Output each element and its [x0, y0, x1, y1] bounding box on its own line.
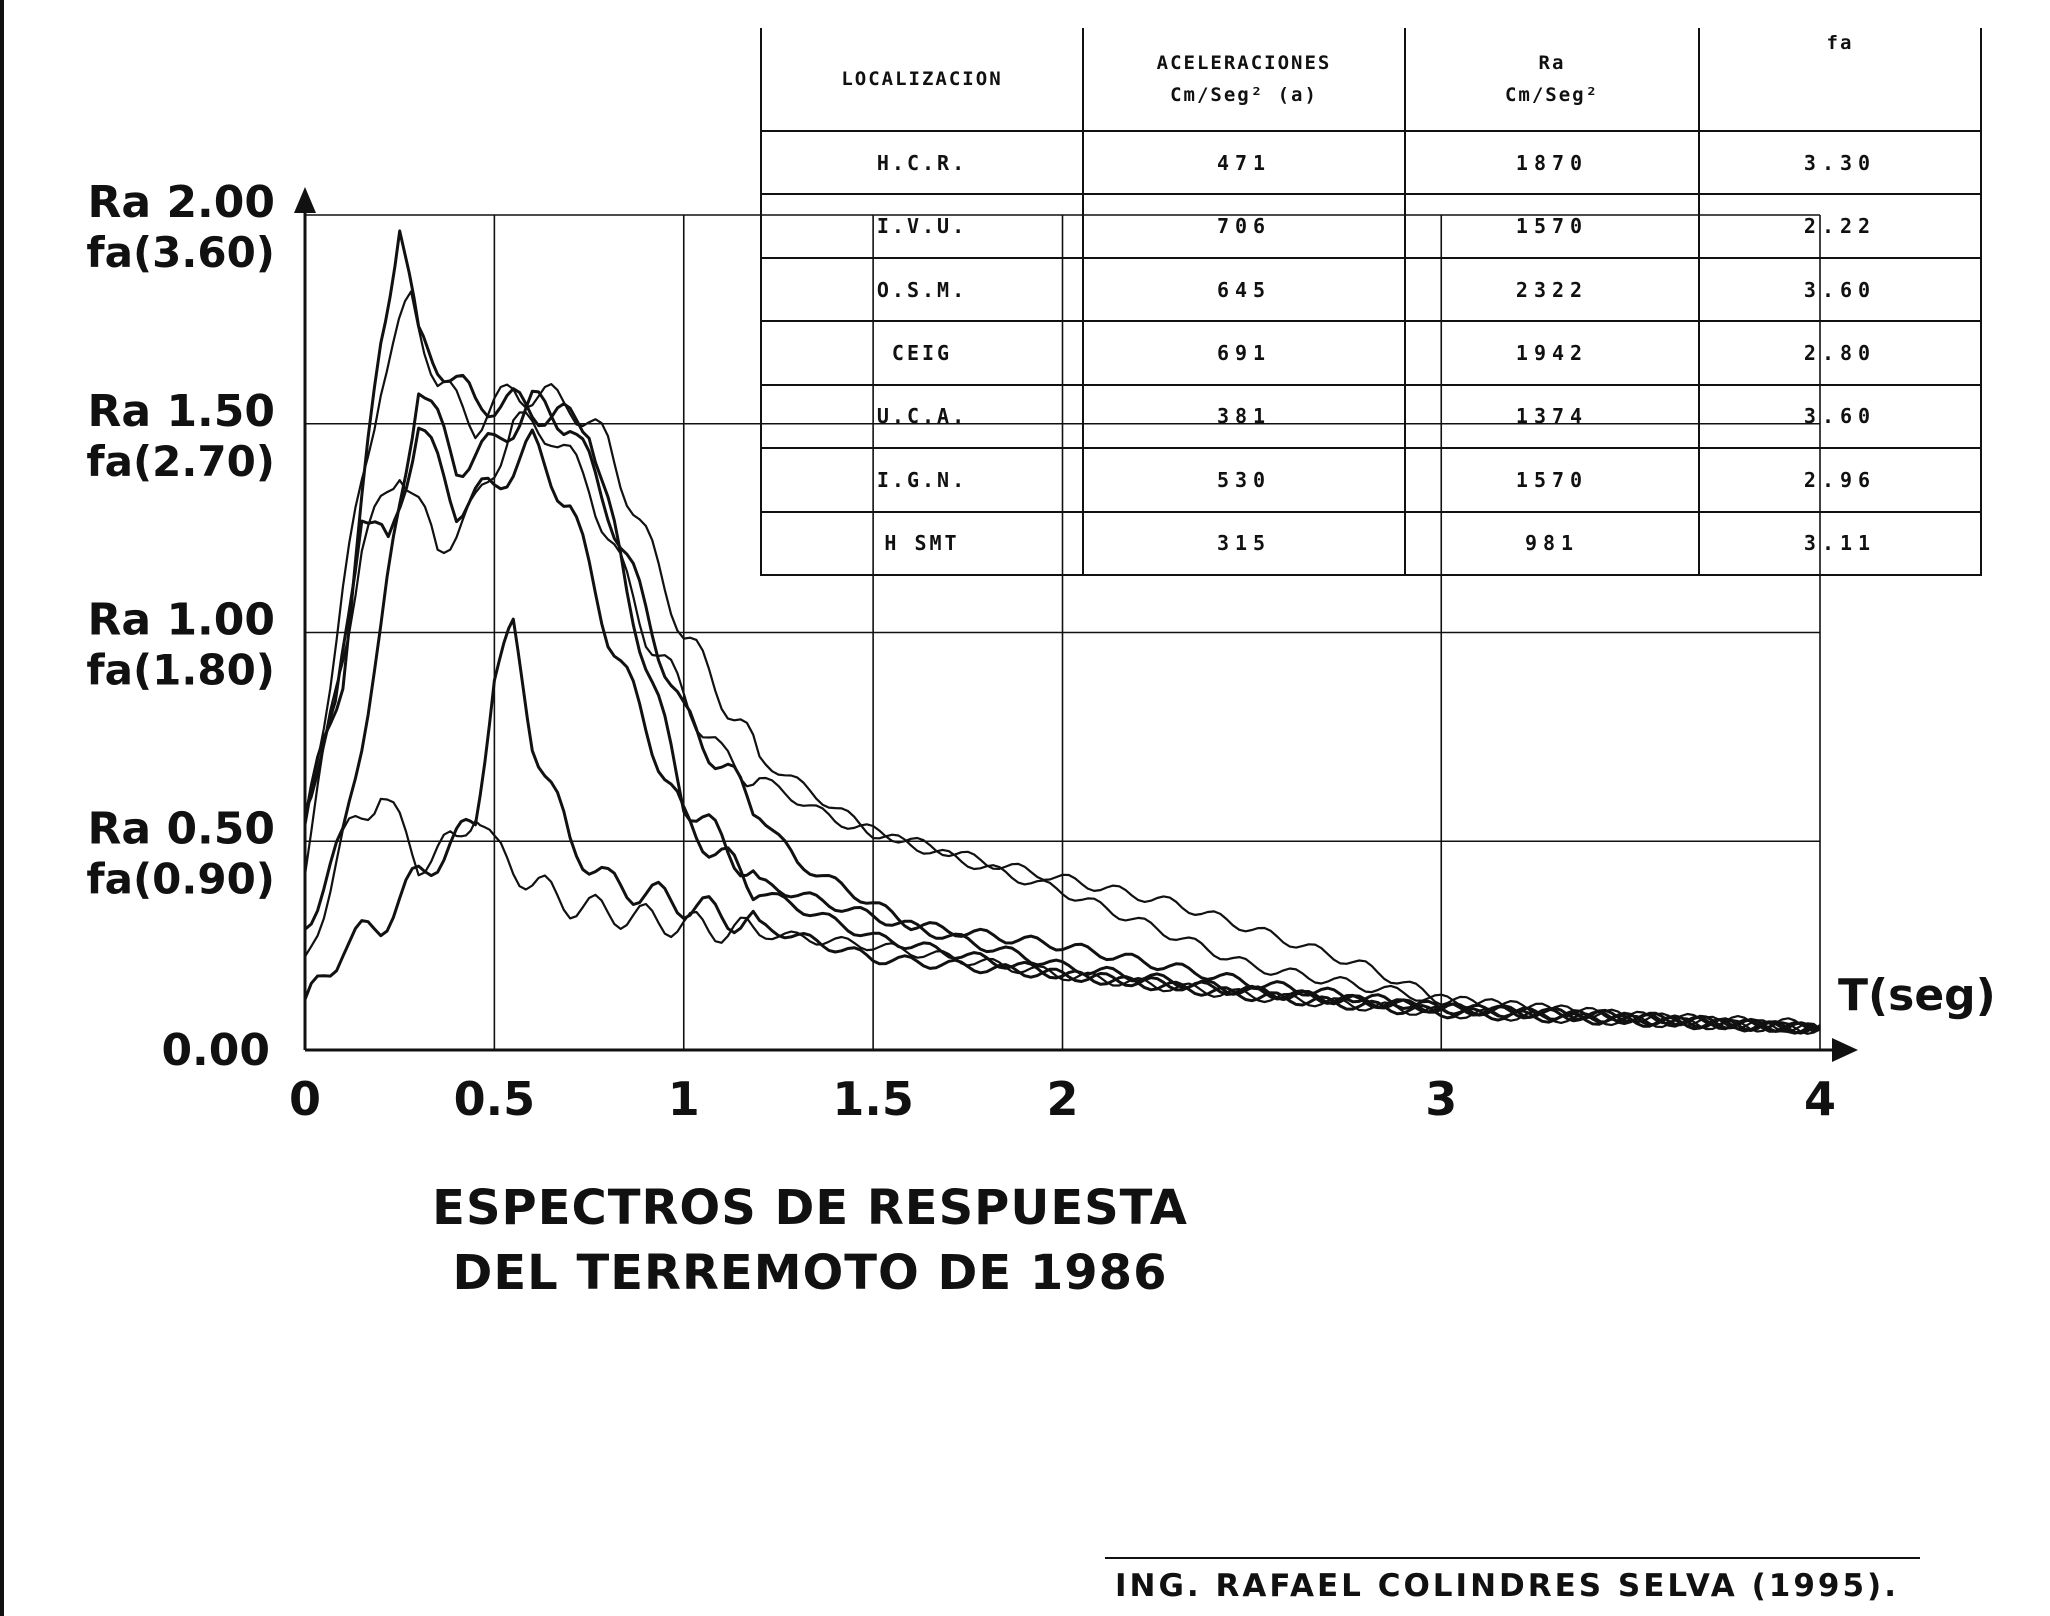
table-cell-ra: 1570	[1405, 194, 1699, 257]
table-cell-acceleration: 381	[1083, 385, 1405, 448]
table-row	[761, 258, 1981, 321]
table-cell-acceleration: 530	[1083, 448, 1405, 511]
x-tick-label: 0.5	[453, 1072, 536, 1126]
table-row	[761, 512, 1981, 575]
x-tick-label: 2	[1046, 1072, 1079, 1126]
chart-subtitle: DEL TERREMOTO DE 1986	[452, 1245, 1168, 1301]
y-axis-arrow-icon	[294, 187, 316, 213]
x-tick-label: 1	[667, 1072, 700, 1126]
y-tick-label-fa: fa(0.90)	[86, 854, 275, 904]
x-tick-label: 0	[288, 1072, 322, 1126]
acceleration-table	[760, 28, 1982, 576]
table-cell-acceleration: 645	[1083, 258, 1405, 321]
table-cell-fa: 3.30	[1699, 131, 1981, 194]
table-cell-location: H.C.R.	[761, 131, 1083, 194]
table-cell-fa: 3.11	[1699, 512, 1981, 575]
y-tick-label-ra: Ra 1.50	[87, 385, 275, 437]
header-accelerations	[1083, 28, 1405, 131]
table-cell-location: U.C.A.	[761, 385, 1083, 448]
table-cell-location: I.G.N.	[761, 448, 1083, 511]
table-cell-location: CEIG	[761, 321, 1083, 384]
table-cell-fa: 3.60	[1699, 385, 1981, 448]
table-row	[761, 321, 1981, 384]
table-header-row	[761, 28, 1981, 131]
table-row	[761, 131, 1981, 194]
header-accelerations-unit: Cm/Seg² (a)	[1170, 84, 1318, 106]
header-ra-title: Ra	[1538, 52, 1566, 74]
table-cell-ra: 2322	[1405, 258, 1699, 321]
header-location: LOCALIZACION	[761, 28, 1083, 131]
author-signature: ING. RAFAEL COLINDRES SELVA (1995).	[1115, 1568, 1899, 1604]
y-tick-label-ra: Ra 1.00	[87, 594, 275, 646]
header-ra	[1405, 28, 1699, 131]
table-cell-ra: 1570	[1405, 448, 1699, 511]
table-cell-fa: 2.22	[1699, 194, 1981, 257]
x-tick-label: 3	[1425, 1072, 1458, 1126]
table-cell-location: H SMT	[761, 512, 1083, 575]
table-cell-fa: 2.80	[1699, 321, 1981, 384]
table-row	[761, 448, 1981, 511]
table-cell-acceleration: 706	[1083, 194, 1405, 257]
y-tick-label-ra: 0.00	[161, 1025, 270, 1076]
table-cell-ra: 1942	[1405, 321, 1699, 384]
x-tick-label: 1.5	[832, 1072, 914, 1126]
x-tick-label: 4	[1803, 1072, 1837, 1126]
table-cell-fa: 3.60	[1699, 258, 1981, 321]
y-tick-label-fa: fa(2.70)	[86, 436, 275, 486]
y-tick-label-ra: Ra 0.50	[87, 803, 275, 855]
table-cell-acceleration: 315	[1083, 512, 1405, 575]
table-cell-location: O.S.M.	[761, 258, 1083, 321]
header-accelerations-title: ACELERACIONES	[1156, 52, 1332, 74]
chart-title: ESPECTROS DE RESPUESTA	[432, 1180, 1188, 1236]
table-row	[761, 194, 1981, 257]
table-cell-location: I.V.U.	[761, 194, 1083, 257]
table-cell-acceleration: 471	[1083, 131, 1405, 194]
table-cell-ra: 1374	[1405, 385, 1699, 448]
y-tick-label-fa: fa(1.80)	[86, 645, 275, 695]
signature-rule	[1105, 1557, 1920, 1559]
x-axis-arrow-icon	[1832, 1038, 1858, 1062]
table-cell-acceleration: 691	[1083, 321, 1405, 384]
x-axis-label: T(seg)	[1838, 970, 1996, 1021]
table-row	[761, 385, 1981, 448]
table-cell-ra: 981	[1405, 512, 1699, 575]
y-tick-label-fa: fa(3.60)	[86, 228, 275, 277]
header-ra-unit: Cm/Seg²	[1504, 84, 1600, 106]
table-cell-ra: 1870	[1405, 131, 1699, 194]
header-fa: fa	[1699, 28, 1981, 131]
y-tick-label-ra: Ra 2.00	[87, 177, 275, 228]
table-cell-fa: 2.96	[1699, 448, 1981, 511]
